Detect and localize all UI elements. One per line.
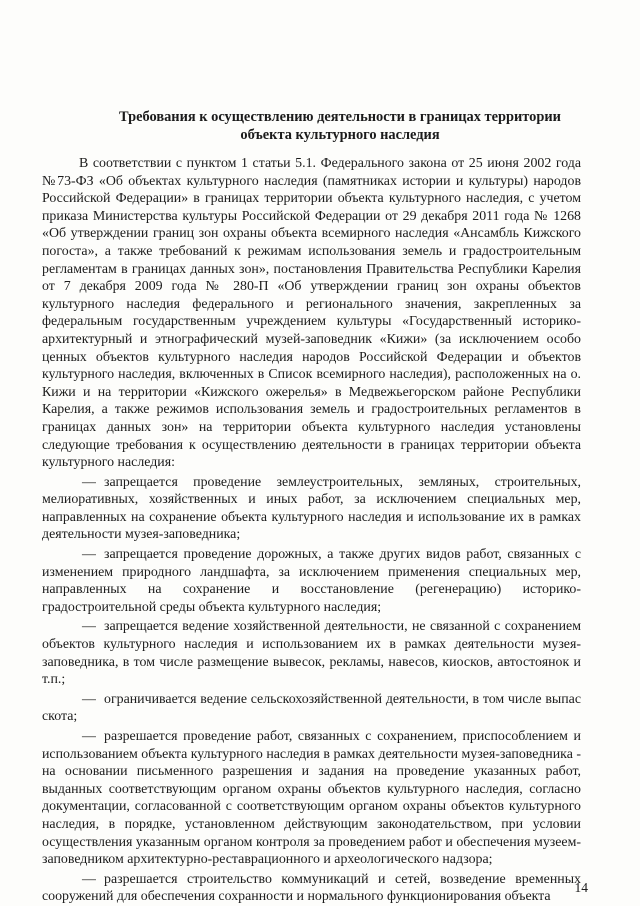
intro-paragraph: В соответствии с пунктом 1 статьи 5.1. Федерального закона от 25 июня 2002 года №73-ФЗ «Об объектах культурного наследия (памятниках истории и культуры) народов Российской Федерации» в границах территории объекта культурного наследия, с учетом приказа Министерства культуры Российской Федерации от 29 декабря 2011 года № 1268 «Об утверждении границ зон охраны объекта всемирного наследия «Ансамбль Кижского погоста», а также требований к режимам использования земель и градостроительным регламентам в границах данных зон», постановления Правительства Республики Карелия от 7 декабря 2009 года № 280-П «Об утверждении границ зон охраны объектов культурного наследия федерального и регионального значения, закрепленных за федеральным государственным учреждением культуры «Государственный историко-архитектурный и этнографический музей-заповедник «Кижи» (за исключением особо ценных объектов культурного наследия народов Российской Федерации и объектов культурного наследия, включенных в Список всемирного наследия), расположенных на о. Кижи и на территории «Кижского ожерелья» в Медвежьегорском районе Республики Карелия, а также режимов использования земель и градостроительных регламентов в границах данных зон» на территории объекта культурного наследия установлены следующие требования к осуществлению деятельности в границах территории объекта культурного наследия: bbox=[42, 156, 581, 471]
document-title bbox=[80, 108, 600, 144]
list-item-text: запрещается ведение хозяйственной деятельности, не связанной с сохранением объектов культурного наследия и использованием их в рамках деятельности музея-заповедника, в том числе размещение вывесок, рекламы, навесов, киосков, автостоянок и т.п.; bbox=[42, 619, 581, 688]
list-item bbox=[42, 728, 581, 869]
dash-marker: — bbox=[82, 474, 96, 490]
dash-marker: — bbox=[82, 547, 96, 563]
list-item bbox=[42, 618, 581, 688]
page-number: 14 bbox=[574, 880, 588, 895]
list-item-text: разрешается строительство коммуникаций и сетей, возведение временных сооружений для обеспечения сохранности и нормального функционирования объекта bbox=[42, 871, 581, 905]
title-line-1: Требования к осуществлению деятельности в границах территории bbox=[119, 109, 561, 125]
dash-marker: — bbox=[82, 619, 96, 635]
list-item bbox=[42, 691, 581, 726]
dash-marker: — bbox=[82, 871, 96, 887]
list-item-text: разрешается проведение работ, связанных с сохранением, приспособлением и использованием объекта культурного наследия в рамках деятельности музея-заповедника - на основании письменного разрешения и задания на проведение указанных работ, выданных соответствующим органом охраны объектов культурного наследия, согласно документации, согласованной с соответствующим органом охраны объектов культурного наследия, в порядке, установленном действующим законодательством, при условии осуществления указанным органом контроля за проведением работ и обеспечения музеем-заповедником архитектурно-реставрационного и археологического надзора; bbox=[42, 729, 581, 868]
list-item bbox=[42, 546, 581, 616]
title-line-2: объекта культурного наследия bbox=[240, 127, 440, 143]
list-item bbox=[42, 474, 581, 544]
dash-marker: — bbox=[82, 729, 96, 744]
list-item-text: запрещается проведение дорожных, а также других видов работ, связанных с изменением природного ландшафта, за исключением применения специальных мер, направленных на сохранение и восстановление (регенерацию) историко-градостроительной среды объекта культурного наследия; bbox=[42, 547, 581, 615]
list-item-text: ограничивается ведение сельскохозяйственной деятельности, в том числе выпас скота; bbox=[42, 691, 581, 725]
list-item bbox=[42, 871, 581, 906]
document-body bbox=[42, 155, 581, 906]
list-item-text: запрещается проведение землеустроительных, земляных, строительных, мелиоративных, хозяйственных и иных работ, за исключением специальных мер, направленных на сохранение объекта культурного наследия и использование их в рамках деятельности музея-заповедника; bbox=[42, 474, 581, 543]
dash-marker: — bbox=[82, 691, 96, 707]
